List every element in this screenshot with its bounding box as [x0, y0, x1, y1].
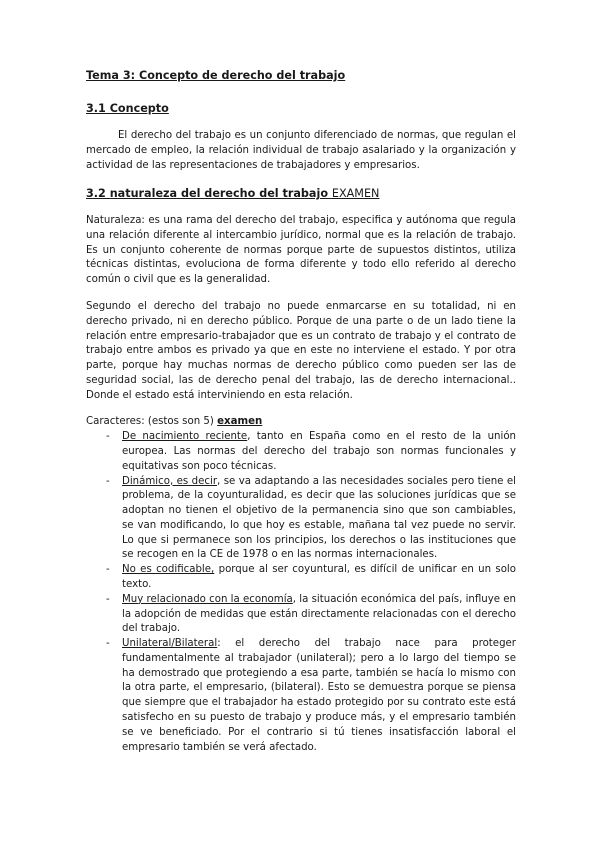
item-text: : el derecho del trabajo nace para proteger fundamentalmente al trabajador (unilateral); pero a lo largo del tiempo se ha demostrado que protegiendo a esa parte, también se hacía lo mismo con la otra parte, el empresario, (bilateral). Esto se demuestra porque se piensa que siempre que el trabajador ha estado protegido por su contrato este está satisfecho en su puesto de trabajo y produce más, y el empresario también se ve beneficiado. Por el contrario si tú tienes insatisfacción laboral el empresario también se verá afectado.: [122, 638, 516, 753]
item-text: , la situación económica del país, influye en la adopción de medidas que están directamente relacionadas con el derecho del trabajo.: [122, 593, 517, 635]
item-lead: Dinámico, es decir: [122, 475, 218, 487]
naturaleza-paragraph: Naturaleza: es una rama del derecho del trabajo, especifica y autónoma que regula una relación diferente al intercambio jurídico, normal que es la relación de trabajo. Es un conjunto coherente de normas porque parte de supuestos distintos, utiliza técnicas distintas, evoluciona de forma diferente y todo ello referido al derecho común o civil que es la generalidad.: [86, 215, 516, 286]
section-2-title: 3.2 naturaleza del derecho del trabajo: [86, 186, 329, 200]
section-2-heading: [86, 186, 516, 202]
list-item: [106, 637, 516, 755]
document-title: Tema 3: Concepto de derecho del trabajo: [86, 69, 346, 82]
caracteres-list: [86, 430, 516, 755]
dash-marker: -: [106, 564, 110, 576]
section-1-text: El derecho del trabajo es un conjunto diferenciado de normas, que regulan el mercado de empleo, la relación individual de trabajo asalariado y la organización y actividad de las representaciones de trabajadores y empresarios.: [86, 130, 516, 172]
list-item: [106, 430, 516, 474]
list-item: [106, 593, 516, 637]
item-text: , se va adaptando a las necesidades sociales pero tiene el problema, de la coyunturalidad, es decir que las soluciones jurídicas que se adoptan no tienen el objetivo de la permanencia sino que son cambiables, se van modificando, lo que hoy es estable, mañana tal vez puede no servir. Lo que si permanece son los principios, los derechos o las instituciones que se recogen en la CE de 1978 o en las normas internacionales.: [122, 475, 516, 561]
caracteres-heading: [86, 415, 516, 430]
dash-marker: -: [106, 638, 110, 650]
dash-marker: -: [106, 431, 110, 443]
item-lead: Muy relacionado con la economía: [122, 593, 293, 605]
item-lead: Unilateral/Bilateral: [122, 638, 218, 650]
caracteres-exam-tag: examen: [217, 416, 263, 428]
segundo-paragraph: Segundo el derecho del trabajo no puede enmarcarse en su totalidad, ni en derecho privado, ni en derecho público. Porque de una parte o de un lado tiene la relación entre empresario-trabajador que es un contrato de trabajo y el contrato de trabajo entre ambos es privado ya que en este no interviene el estado. Y por otra parte, porque hay muchas normas de derecho público como pueden ser las de seguridad social, las de derecho penal del trabajo, las de derecho internacional.. Donde el estado está interviniendo en esta relación.: [86, 300, 516, 401]
caracteres-intro: Caracteres: (estos son 5): [86, 416, 214, 428]
document-page: [86, 68, 516, 755]
exam-tag: EXAMEN: [331, 186, 380, 200]
dash-marker: -: [106, 475, 110, 487]
list-item: [106, 563, 516, 593]
list-item: [106, 475, 516, 564]
item-text: , tanto en España como en el resto de la unión europea. Las normas del derecho del trabajo son normas funcionales y equitativas son poco técnicas.: [122, 431, 517, 472]
item-lead: No es codificable,: [122, 564, 215, 576]
item-text: porque al ser coyuntural, es difícil de unificar en un solo texto.: [122, 564, 516, 591]
section-1-heading: 3.1 Concepto: [86, 102, 169, 116]
dash-marker: -: [106, 593, 110, 605]
item-lead: De nacimiento reciente: [122, 431, 248, 443]
